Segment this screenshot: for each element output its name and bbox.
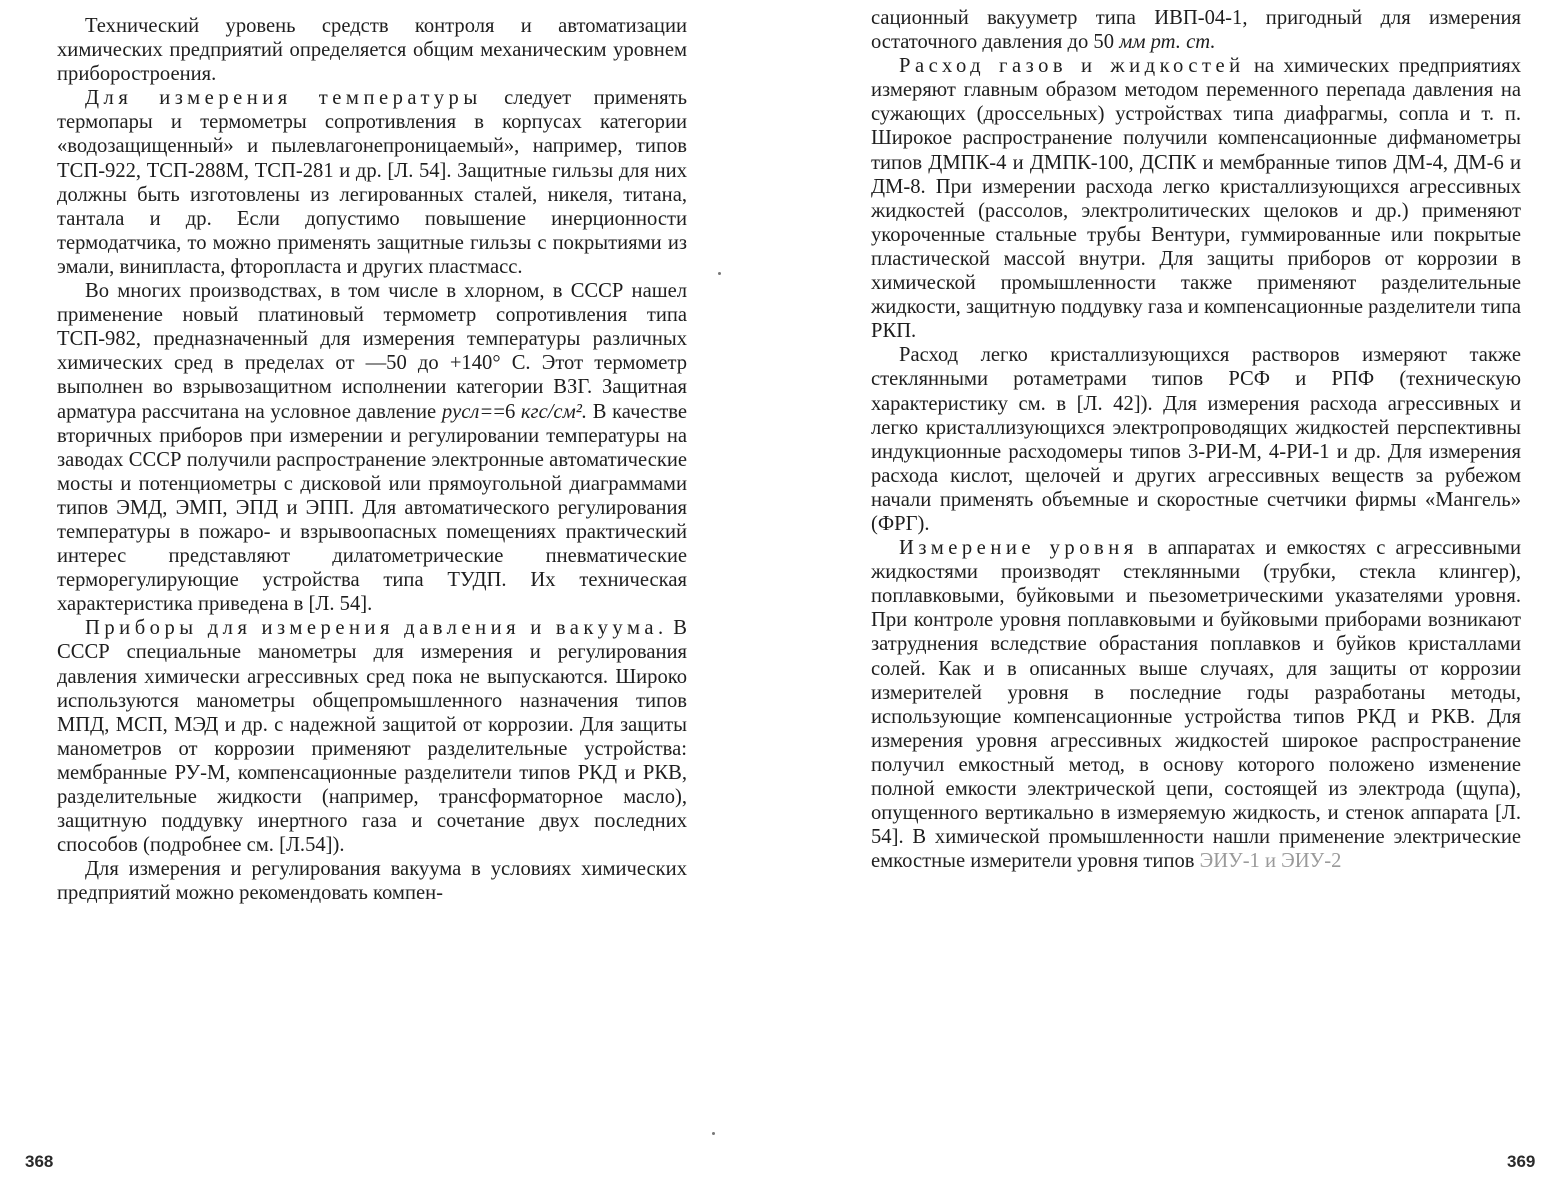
paragraph-vacuum-continued-text: сационный вакууметр типа ИВП-04-1, пригодный для измерения остаточного давления до 50 xyxy=(871,7,1521,54)
scan-speck xyxy=(718,272,721,275)
paragraph-pressure-text: В СССР специальные манометры для измерения и регулирования давления химически агрессивных сред пока не выпускаются. Широко используются манометры общепромышленного назначения типов МПД, МСП, МЭД и др. с надежной защитой от коррозии. Для защиты манометров от коррозии применяют разделительные устройства: мембранные РУ-М, компенсационные разделители типов РКД и РКВ, разделительные жидкости (например, трансформаторное масло), защитную поддувку инертного газа и сочетание двух последних способов (подробнее см. [Л.54]). xyxy=(57,617,687,857)
paragraph-crystallizing-solutions: Расход легко кристаллизующихся растворов измеряют также стеклянными ротаметрами типов РСФ и РПФ (техническую характеристику см. в [Л. 42]). Для измерения расхода агрессивных и легко кристаллизующихся электропроводящих жидкостей перспективны индукционные расходомеры типов 3-РИ-М, 4-РИ-1 и др. Для измерения расхода кислот, щелочей и других агрессивных веществ за рубежом начали применять объемные и скоростные счетчики фирмы «Мангель» (ФРГ). xyxy=(871,344,1521,535)
heading-level: Измерение уровня xyxy=(899,537,1138,560)
paragraph-platinum-text: Во многих производствах, в том числе в хлорном, в СССР нашел применение новый платиновый термометр сопротивления типа ТСП-982, предназначенный для измерения температуры различных химических сред в пределах от —50 до +140° С. Этот термометр выполнен во взрывозащитном исполнении категории ВЗГ. Защитная арматура рассчитана на условное давление xyxy=(57,280,687,423)
heading-pressure: Приборы для измерения давления и вакуума. xyxy=(85,617,668,640)
paragraph-flow xyxy=(871,54,1521,343)
heading-temperature: Для измерения температуры xyxy=(85,87,482,110)
vacuum-unit: мм рт. ст. xyxy=(1119,31,1216,54)
paragraph-platinum-thermometer xyxy=(57,279,687,616)
paragraph-temperature-text: следует применять термопары и термометры сопротивления в корпусах категории «водозащищенный» и пылевлагонепроницаемый», например, типов ТСП-922, ТСП-288М, ТСП-281 и др. [Л. 54]. Защитные гильзы для них должны быть изготовлены из легированных сталей, никеля, титана, тантала и др. Если допустимо повышение инерционности термодатчика, то можно применять защитные гильзы с покрытиями из эмали, винипласта, фторопласта и других пластмасс. xyxy=(57,87,687,278)
scan-speck xyxy=(712,1132,715,1135)
paragraph-pressure xyxy=(57,616,687,857)
page-number-right: 369 xyxy=(1507,1152,1536,1171)
page-number-left: 368 xyxy=(25,1152,54,1171)
paragraph-level-text: в аппаратах и емкостях с агрессивными жидкостями производят стеклянными (трубки, стекла клингер), поплавковыми, буйковыми и пьезометрическими указателями уровня. При контроле уровня поплавковыми и буйковыми приборами возникают затруднения вследствие обрастания поплавков и буйков кристаллами солей. Как и в описанных выше случаях, для защиты от коррозии измерителей уровня в последние годы разработаны методы, использующие компенсационные устройства типов РКД и РКВ. Для измерения уровня агрессивных жидкостей широкое распространение получил емкостный метод, в основу которого положено изменение полной емкости электрической цепи, состоящей из электрода (щупа), опущенного вертикально в измеряемую жидкость, и стенок аппарата [Л. 54]. В химической промышленности нашли применение электрические емкостные измерители уровня типов xyxy=(871,537,1522,873)
right-page xyxy=(784,0,1568,1190)
paragraph-secondary-devices: В качестве вторичных приборов при измерении и регулировании температуры на заводах СССР получили распространение электронные автоматические мосты и потенциометры с дисковой или прямоугольной диаграммами типов ЭМД, ЭМП, ЭПД и ЭПП. Для автоматического регулирования температуры в пожаро- и взрывоопасных помещениях практический интерес представляют дилатометрические пневматические терморегулирующие устройства типа ТУДП. Их техническая характеристика приведена в [Л. 54]. xyxy=(57,400,687,616)
pressure-symbol: pусл= xyxy=(441,400,494,423)
left-text-column xyxy=(57,14,687,905)
paragraph-level xyxy=(871,536,1521,873)
pressure-value: =6 xyxy=(493,400,516,423)
paragraph-vacuum: Для измерения и регулирования вакуума в условиях химических предприятий можно рекомендовать компен- xyxy=(57,858,687,905)
right-text-column xyxy=(871,6,1521,873)
pressure-unit: кгс/см². xyxy=(520,400,588,423)
paragraph-flow-text: на химических предприятиях измеряют главным образом методом переменного перепада давления на сужающих (дроссельных) устройствах типа диафрагмы, сопла и т. п. Широкое распространение получили компенсационные дифманометры типов ДМПК-4 и ДМПК-100, ДСПК и мембранные типов ДМ-4, ДМ-6 и ДМ-8. При измерении расхода легко кристаллизующихся агрессивных жидкостей (рассолов, электролитических щелоков и др.) применяют укороченные стальные трубы Вентури, гуммированные или покрытые пластической массой внутри. Для защиты приборов от коррозии в химической промышленности также применяют разделительные жидкости, защитную поддувку газа и компенсационные разделители типа РКП. xyxy=(871,55,1521,343)
paragraph-level-end: ЭИУ-1 и ЭИУ-2 xyxy=(1199,850,1342,873)
paragraph-temperature xyxy=(57,86,687,279)
heading-flow: Расход газов и жидкостей xyxy=(899,55,1245,78)
paragraph-vacuum-continued xyxy=(871,6,1521,54)
paragraph-intro: Технический уровень средств контроля и автоматизации химических предприятий определяется общим механическим уровнем приборостроения. xyxy=(57,15,687,86)
